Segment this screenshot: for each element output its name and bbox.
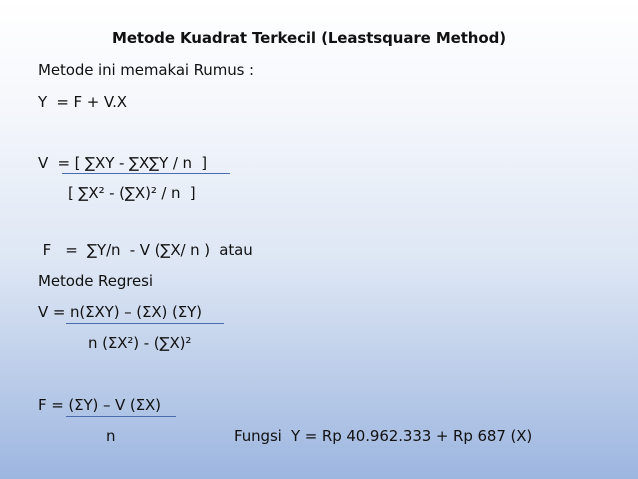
fungsi-result: Fungsi Y = Rp 40.962.333 + Rp 687 (X) — [234, 427, 533, 445]
v-formula-numerator: V = [ ∑XY - ∑X∑Y / n ] — [38, 154, 207, 172]
reg-f-fraction-bar — [66, 416, 176, 417]
f-formula: F = ∑Y/n - V (∑X/ n ) atau — [38, 241, 253, 259]
intro-text: Metode ini memakai Rumus : — [38, 61, 254, 79]
reg-v-denominator: n (ΣX²) - (∑X)² — [88, 334, 192, 352]
slide-title: Metode Kuadrat Terkecil (Leastsquare Method) — [112, 29, 506, 47]
regresi-heading: Metode Regresi — [38, 272, 153, 290]
reg-f-numerator: F = (ΣY) – V (ΣX) — [38, 396, 161, 414]
reg-v-fraction-bar — [66, 323, 224, 324]
v-formula-denominator: [ ∑X² - (∑X)² / n ] — [68, 184, 196, 202]
equation-y: Y = F + V.X — [38, 93, 127, 111]
reg-v-numerator: V = n(ΣXY) – (ΣX) (ΣY) — [38, 303, 202, 321]
v-fraction-bar — [62, 173, 230, 174]
reg-f-denominator: n — [106, 427, 116, 445]
